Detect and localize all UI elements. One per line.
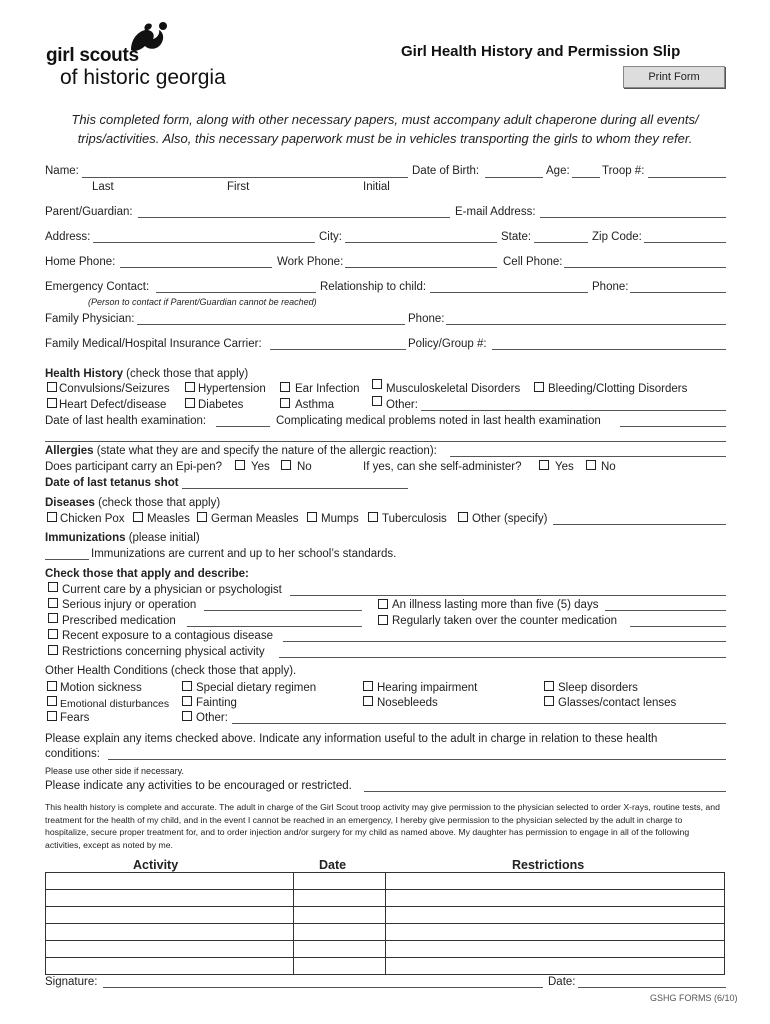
dob-field[interactable] xyxy=(485,177,543,178)
ohc-other-checkbox[interactable] xyxy=(182,711,192,721)
epipen-no-label: No xyxy=(297,461,312,473)
otc-field[interactable] xyxy=(630,626,726,627)
activity-table xyxy=(45,872,725,975)
troop-field[interactable] xyxy=(648,177,726,178)
restrictions-cell[interactable] xyxy=(386,958,725,975)
emergency-note: (Person to contact if Parent/Guardian cannot be reached) xyxy=(88,297,317,307)
fears-checkbox[interactable] xyxy=(47,711,57,721)
insurance-label: Family Medical/Hospital Insurance Carrier: xyxy=(45,338,262,350)
emotional-label: Emotional disturbances xyxy=(60,698,170,710)
allergies-note: (state what they are and specify the nature of the allergic reaction): xyxy=(93,445,437,457)
heart-defect-checkbox[interactable] xyxy=(47,398,57,408)
tetanus-field[interactable] xyxy=(182,488,408,489)
activity-cell[interactable] xyxy=(46,941,294,958)
glasses-label: Glasses/contact lenses xyxy=(558,697,677,709)
name-field[interactable] xyxy=(82,177,408,178)
illness-field[interactable] xyxy=(605,610,726,611)
age-label: Age: xyxy=(546,165,570,177)
table-row xyxy=(46,924,725,941)
epipen-yes-label: Yes xyxy=(251,461,270,473)
state-label: State: xyxy=(501,231,532,243)
complicating-label: Complicating medical problems noted in last health examination xyxy=(276,415,601,427)
musculoskeletal-label: Musculoskeletal Disorders xyxy=(386,383,521,395)
immunization-initial-field[interactable] xyxy=(45,559,89,560)
other-conditions-title: Other Health Conditions xyxy=(45,665,168,677)
intro-line2: trips/activities. Also, this necessary paperwork must be in vehicles transporting the girls to whom they refer. xyxy=(77,131,693,146)
address-label: Address: xyxy=(45,231,91,243)
otc-label: Regularly taken over the counter medication xyxy=(392,615,618,627)
serious-injury-label: Serious injury or operation xyxy=(62,599,197,611)
nosebleeds-checkbox[interactable] xyxy=(363,696,373,706)
explain-line2: conditions: xyxy=(45,748,100,760)
health-history-title: Health History xyxy=(45,368,123,380)
epipen-yes-checkbox[interactable] xyxy=(235,460,245,470)
form-id: GSHG FORMS (6/10) xyxy=(650,993,738,1003)
tetanus-label: Date of last tetanus shot xyxy=(45,477,179,489)
physician-label: Family Physician: xyxy=(45,313,135,325)
german-measles-checkbox[interactable] xyxy=(197,512,207,522)
insurance-field[interactable] xyxy=(270,349,406,350)
activity-cell[interactable] xyxy=(46,907,294,924)
health-history-note: (check those that apply) xyxy=(122,368,249,380)
relationship-label: Relationship to child: xyxy=(320,281,427,293)
initial-caption: Initial xyxy=(363,181,390,193)
physician-phone-label: Phone: xyxy=(408,313,445,325)
cell-phone-field[interactable] xyxy=(564,267,726,268)
address-field[interactable] xyxy=(93,242,315,243)
hearing-checkbox[interactable] xyxy=(363,681,373,691)
sleep-checkbox[interactable] xyxy=(544,681,554,691)
chicken-pox-label: Chicken Pox xyxy=(60,513,125,525)
hh-other-label: Other: xyxy=(386,399,418,411)
logo-line1: girl scouts xyxy=(46,45,139,66)
immunization-statement: Immunizations are current and up to her school’s standards. xyxy=(91,548,397,560)
serious-injury-checkbox[interactable] xyxy=(48,598,58,608)
explain-line1: Please explain any items checked above. Indicate any information useful to the adult in charge in relation to these health xyxy=(45,733,658,745)
activity-cell[interactable] xyxy=(46,958,294,975)
health-history-heading xyxy=(45,368,248,380)
date-cell[interactable] xyxy=(293,873,386,890)
current-care-checkbox[interactable] xyxy=(48,582,58,592)
hearing-label: Hearing impairment xyxy=(377,682,478,694)
epipen-label: Does participant carry an Epi-pen? xyxy=(45,461,223,473)
diabetes-checkbox[interactable] xyxy=(185,398,195,408)
heart-defect-label: Heart Defect/disease xyxy=(59,399,167,411)
print-form-button[interactable]: Print Form xyxy=(623,66,725,88)
bleeding-checkbox[interactable] xyxy=(534,382,544,392)
restrictions-cell[interactable] xyxy=(386,924,725,941)
restrictions-checkbox[interactable] xyxy=(48,645,58,655)
motion-sickness-checkbox[interactable] xyxy=(47,681,57,691)
self-admin-yes-label: Yes xyxy=(555,461,574,473)
serious-injury-field[interactable] xyxy=(204,610,362,611)
emergency-phone-label: Phone: xyxy=(592,281,629,293)
date-cell[interactable] xyxy=(293,958,386,975)
home-phone-label: Home Phone: xyxy=(45,256,116,268)
permission-paragraph: This health history is complete and accurate. The adult in charge of the Girl Scout troop activity may give permission to the physician selected to order X-rays, routine tests, and treatment for the health of my child, and in the event I cannot be reached in an emergency, I hereby give permission to the physician selected by the adult in charge to hospitalize, secure proper treatment for, and to order injection and/or surgery for my child as named above. My daughter has permission to engage in all of the following activities, except as noted by me. xyxy=(45,802,720,850)
date-cell[interactable] xyxy=(293,890,386,907)
diseases-note: (check those that apply) xyxy=(94,497,221,509)
other-conditions-note: (check those that apply). xyxy=(167,665,297,677)
self-admin-label: If yes, can she self-administer? xyxy=(363,461,522,473)
activities-field[interactable] xyxy=(364,791,726,792)
sleep-label: Sleep disorders xyxy=(558,682,638,694)
hh-other-field[interactable] xyxy=(421,410,726,411)
other-conditions-heading xyxy=(45,665,296,677)
policy-label: Policy/Group #: xyxy=(408,338,487,350)
immunizations-note: (please initial) xyxy=(125,532,200,544)
table-row xyxy=(46,958,725,975)
fainting-checkbox[interactable] xyxy=(182,696,192,706)
table-row xyxy=(46,907,725,924)
immunizations-heading xyxy=(45,532,200,544)
date-cell[interactable] xyxy=(293,941,386,958)
disease-other-label: Other (specify) xyxy=(472,513,548,525)
current-care-field[interactable] xyxy=(290,595,726,596)
exposure-checkbox[interactable] xyxy=(48,629,58,639)
last-exam-field[interactable] xyxy=(216,426,270,427)
emergency-label: Emergency Contact: xyxy=(45,281,150,293)
measles-checkbox[interactable] xyxy=(133,512,143,522)
ear-infection-checkbox[interactable] xyxy=(280,382,290,392)
bleeding-label: Bleeding/Clotting Disorders xyxy=(548,383,688,395)
asthma-label: Asthma xyxy=(295,399,334,411)
date-header: Date xyxy=(319,858,347,872)
name-label: Name: xyxy=(45,165,79,177)
convulsions-checkbox[interactable] xyxy=(47,382,57,392)
home-phone-field[interactable] xyxy=(120,267,272,268)
ohc-other-field[interactable] xyxy=(232,723,726,724)
explain-field[interactable] xyxy=(108,759,726,760)
date-cell[interactable] xyxy=(293,924,386,941)
fears-label: Fears xyxy=(60,712,90,724)
german-measles-label: German Measles xyxy=(211,513,299,525)
disease-other-checkbox[interactable] xyxy=(458,512,468,522)
prescribed-label: Prescribed medication xyxy=(62,615,176,627)
signature-label: Signature: xyxy=(45,976,98,988)
exposure-field[interactable] xyxy=(283,641,726,642)
mumps-checkbox[interactable] xyxy=(307,512,317,522)
convulsions-label: Convulsions/Seizures xyxy=(59,383,170,395)
glasses-checkbox[interactable] xyxy=(544,696,554,706)
nosebleeds-label: Nosebleeds xyxy=(377,697,438,709)
restrictions-header: Restrictions xyxy=(512,858,585,872)
musculoskeletal-checkbox[interactable] xyxy=(372,379,382,389)
immunizations-title: Immunizations xyxy=(45,532,126,544)
allergies-field[interactable] xyxy=(450,456,726,457)
fainting-label: Fainting xyxy=(196,697,237,709)
physician-field[interactable] xyxy=(137,324,405,325)
other-side-note: Please use other side if necessary. xyxy=(45,766,184,776)
disease-other-field[interactable] xyxy=(553,524,726,525)
complicating-field[interactable] xyxy=(620,426,726,427)
check-describe-heading: Check those that apply and describe: xyxy=(45,568,249,580)
cell-phone-label: Cell Phone: xyxy=(503,256,563,268)
self-admin-no-checkbox[interactable] xyxy=(586,460,596,470)
measles-label: Measles xyxy=(147,513,190,525)
state-field[interactable] xyxy=(534,242,588,243)
otc-checkbox[interactable] xyxy=(378,615,388,625)
activity-cell[interactable] xyxy=(46,873,294,890)
work-phone-label: Work Phone: xyxy=(277,256,344,268)
diseases-heading xyxy=(45,497,220,509)
tuberculosis-checkbox[interactable] xyxy=(368,512,378,522)
prescribed-checkbox[interactable] xyxy=(48,613,58,623)
parent-label: Parent/Guardian: xyxy=(45,206,133,218)
page-title: Girl Health History and Permission Slip xyxy=(401,43,681,60)
age-field[interactable] xyxy=(572,177,600,178)
footer-date-label: Date: xyxy=(548,976,576,988)
troop-label: Troop #: xyxy=(602,165,645,177)
dietary-label: Special dietary regimen xyxy=(196,682,317,694)
ohc-other-label: Other: xyxy=(196,712,228,724)
prescribed-field[interactable] xyxy=(187,626,362,627)
parent-field[interactable] xyxy=(138,217,450,218)
email-field[interactable] xyxy=(540,217,726,218)
work-phone-field[interactable] xyxy=(345,267,497,268)
mumps-label: Mumps xyxy=(321,513,359,525)
current-care-label: Current care by a physician or psychologist xyxy=(62,584,282,596)
emotional-checkbox[interactable] xyxy=(47,696,57,706)
motion-sickness-label: Motion sickness xyxy=(60,682,142,694)
activity-header: Activity xyxy=(133,858,179,872)
restrictions-cell[interactable] xyxy=(386,873,725,890)
complicating-field-2[interactable] xyxy=(45,441,726,442)
city-label: City: xyxy=(319,231,342,243)
table-row xyxy=(46,873,725,890)
dietary-checkbox[interactable] xyxy=(182,681,192,691)
chicken-pox-checkbox[interactable] xyxy=(47,512,57,522)
exposure-label: Recent exposure to a contagious disease xyxy=(62,630,273,642)
diseases-title: Diseases xyxy=(45,497,95,509)
restrictions-field[interactable] xyxy=(279,657,726,658)
ear-infection-label: Ear Infection xyxy=(295,383,360,395)
restrictions-cell[interactable] xyxy=(386,907,725,924)
emergency-phone-field[interactable] xyxy=(630,292,726,293)
zip-label: Zip Code: xyxy=(592,231,642,243)
intro-line1: This completed form, along with other necessary papers, must accompany adult chaperone during all events/ xyxy=(71,112,699,127)
dob-label: Date of Birth: xyxy=(412,165,480,177)
asthma-checkbox[interactable] xyxy=(280,398,290,408)
restrictions-cell[interactable] xyxy=(386,890,725,907)
last-caption: Last xyxy=(92,181,114,193)
epipen-no-checkbox[interactable] xyxy=(281,460,291,470)
activity-cell[interactable] xyxy=(46,890,294,907)
hh-other-checkbox[interactable] xyxy=(372,396,382,406)
emergency-field[interactable] xyxy=(156,292,316,293)
date-cell[interactable] xyxy=(293,907,386,924)
logo-line2: of historic georgia xyxy=(60,66,226,89)
allergies-heading xyxy=(45,445,437,457)
illness-label: An illness lasting more than five (5) days xyxy=(392,599,599,611)
activities-label: Please indicate any activities to be encouraged or restricted. xyxy=(45,780,352,792)
restrictions-label: Restrictions concerning physical activity xyxy=(62,646,265,658)
illness-checkbox[interactable] xyxy=(378,599,388,609)
signature-field[interactable] xyxy=(103,987,543,988)
table-row xyxy=(46,941,725,958)
hypertension-checkbox[interactable] xyxy=(185,382,195,392)
table-row xyxy=(46,890,725,907)
self-admin-yes-checkbox[interactable] xyxy=(539,460,549,470)
self-admin-no-label: No xyxy=(601,461,616,473)
tuberculosis-label: Tuberculosis xyxy=(382,513,447,525)
allergies-title: Allergies xyxy=(45,445,94,457)
restrictions-cell[interactable] xyxy=(386,941,725,958)
activity-cell[interactable] xyxy=(46,924,294,941)
policy-field[interactable] xyxy=(492,349,726,350)
last-exam-label: Date of last health examination: xyxy=(45,415,207,427)
relationship-field[interactable] xyxy=(430,292,588,293)
diabetes-label: Diabetes xyxy=(198,399,244,411)
footer-date-field[interactable] xyxy=(578,987,726,988)
email-label: E-mail Address: xyxy=(455,206,536,218)
physician-phone-field[interactable] xyxy=(446,324,726,325)
city-field[interactable] xyxy=(345,242,497,243)
zip-field[interactable] xyxy=(644,242,726,243)
first-caption: First xyxy=(227,181,250,193)
hypertension-label: Hypertension xyxy=(198,383,266,395)
